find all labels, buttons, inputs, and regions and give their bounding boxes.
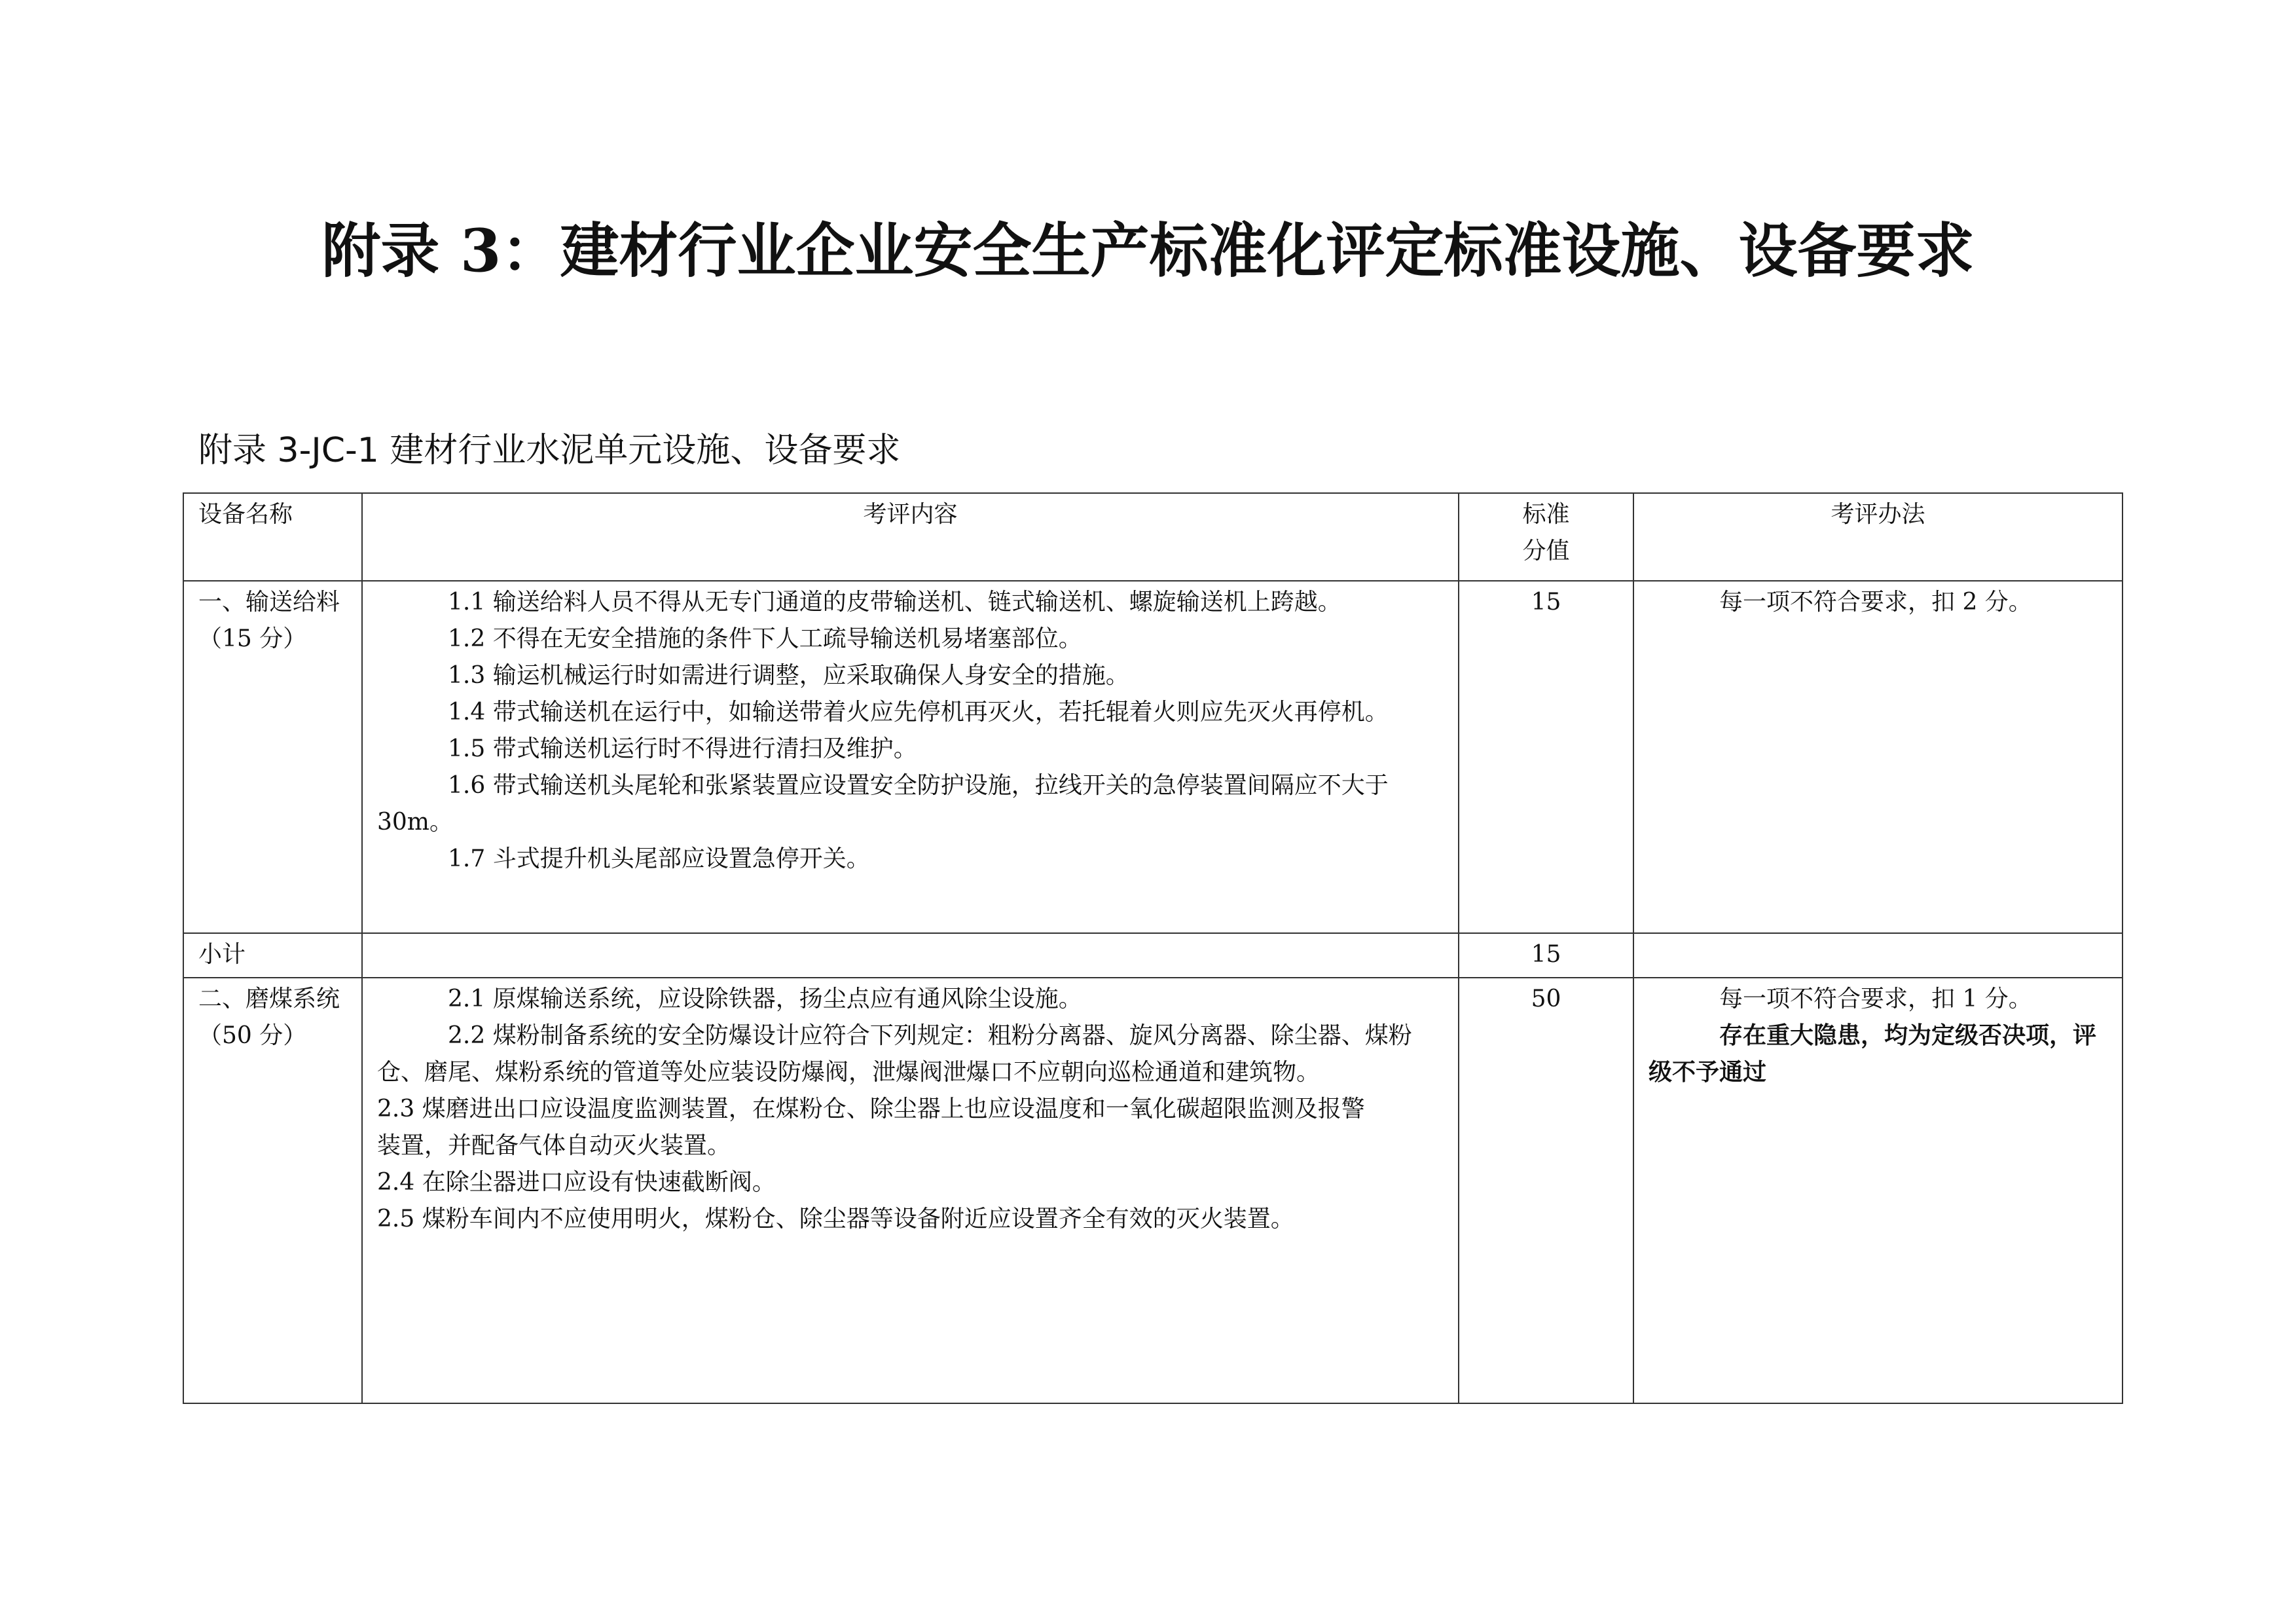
section2-name: 二、磨煤系统（50 分） xyxy=(183,978,362,1403)
section1-method xyxy=(1633,581,2123,933)
section1-method-text: 每一项不符合要求，扣 2 分。 xyxy=(1719,589,2032,616)
list-item: 2.2 煤粉制备系统的安全防爆设计应符合下列规定：粗粉分离器、旋风分离器、除尘器、煤粉仓、磨尾、煤粉系统的管道等处应装设防爆阀，泄爆阀泄爆口不应朝向巡检通道和建筑物。 xyxy=(377,1022,1412,1086)
header-equipment-name: 设备名称 xyxy=(183,493,362,581)
subtotal-score: 15 xyxy=(1459,933,1633,978)
list-item: 2.4 在除尘器进口应设有快速截断阀。 xyxy=(377,1169,776,1196)
list-item: 装置，并配备气体自动灭火装置。 xyxy=(377,1132,731,1159)
subtotal-method xyxy=(1633,933,2123,978)
header-content: 考评内容 xyxy=(362,493,1459,581)
section1-score: 15 xyxy=(1459,581,1633,933)
section2-method-text: 每一项不符合要求，扣 1 分。 xyxy=(1719,986,2032,1012)
section1-content xyxy=(362,581,1459,933)
list-item: 1.3 输运机械运行时如需进行调整，应采取确保人身安全的措施。 xyxy=(448,662,1129,689)
list-item: 1.5 带式输送机运行时不得进行清扫及维护。 xyxy=(448,735,917,762)
list-item: 2.3 煤磨进出口应设温度监测装置，在煤粉仓、除尘器上也应设温度和一氧化碳超限监测及报警 xyxy=(377,1096,1365,1122)
list-item: 1.2 不得在无安全措施的条件下人工疏导输送机易堵塞部位。 xyxy=(448,625,1082,652)
requirements-table xyxy=(183,492,2123,1404)
appendix-subtitle: 附录 3-JC-1 建材行业水泥单元设施、设备要求 xyxy=(198,431,901,470)
section2-score: 50 xyxy=(1459,978,1633,1403)
section2-content xyxy=(362,978,1459,1403)
header-score-line1: 标准 xyxy=(1522,501,1570,528)
list-item: 1.6 带式输送机头尾轮和张紧装置应设置安全防护设施，拉线开关的急停装置间隔应不大于 30m。 xyxy=(377,772,1389,836)
table-row-subtotal xyxy=(183,933,2123,978)
header-score xyxy=(1459,493,1633,581)
list-item: 2.5 煤粉车间内不应使用明火，煤粉仓、除尘器等设备附近应设置齐全有效的灭火装置。 xyxy=(377,1206,1294,1232)
table-row-section1 xyxy=(183,581,2123,933)
list-item: 1.4 带式输送机在运行中，如输送带着火应先停机再灭火，若托辊着火则应先灭火再停机。 xyxy=(448,699,1389,726)
list-item: 1.7 斗式提升机头尾部应设置急停开关。 xyxy=(448,845,870,872)
subtotal-content xyxy=(362,933,1459,978)
header-method: 考评办法 xyxy=(1633,493,2123,581)
section2-method xyxy=(1633,978,2123,1403)
section2-method-note: 存在重大隐患，均为定级否决项，评级不予通过 xyxy=(1649,1022,2097,1086)
section1-name: 一、输送给料（15 分） xyxy=(183,581,362,933)
header-score-line2: 分值 xyxy=(1522,538,1570,564)
table-row-section2 xyxy=(183,978,2123,1403)
table-header-row xyxy=(183,493,2123,581)
list-item: 2.1 原煤输送系统，应设除铁器，扬尘点应有通风除尘设施。 xyxy=(448,986,1082,1012)
subtotal-label: 小计 xyxy=(183,933,362,978)
list-item: 1.1 输送给料人员不得从无专门通道的皮带输送机、链式输送机、螺旋输送机上跨越。 xyxy=(448,589,1341,616)
page-title: 附录 3：建材行业企业安全生产标准化评定标准设施、设备要求 xyxy=(321,216,1975,286)
